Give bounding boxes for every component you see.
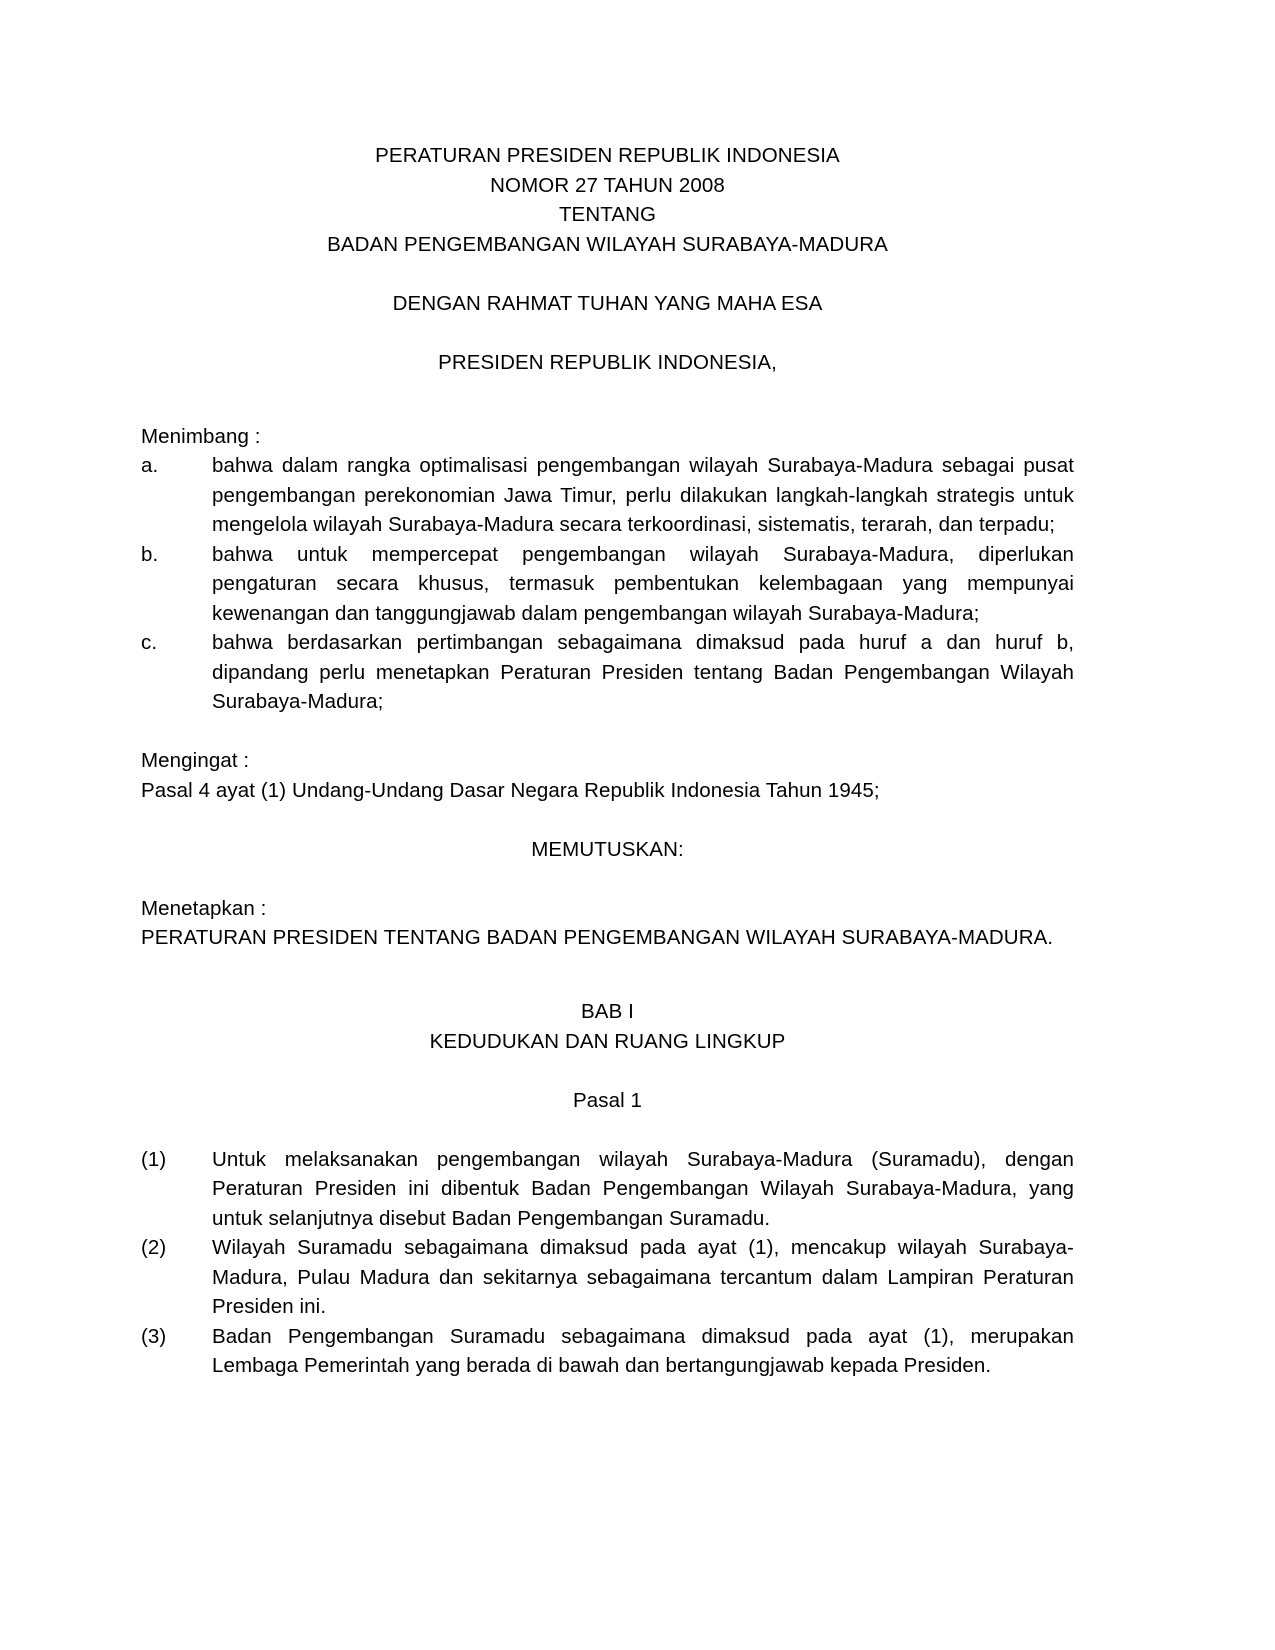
- header-line-1: PERATURAN PRESIDEN REPUBLIK INDONESIA: [375, 144, 840, 167]
- ayat-marker: (1): [141, 1147, 167, 1171]
- spacer: [141, 1115, 1074, 1145]
- menimbang-label: Menimbang :: [141, 424, 261, 448]
- spacer: [141, 318, 1074, 348]
- bab-title: KEDUDUKAN DAN RUANG LINGKUP: [429, 1029, 786, 1053]
- menimbang-item-text: bahwa dalam rangka optimalisasi pengembangan wilayah Surabaya-Madura sebagai pusat pengembangan perekonomian Jawa Timur, perlu dilakukan langkah-langkah strategis untuk mengelola wilayah Surabaya-Madura secara terkoordinasi, sistematis, terarah, dan terpadu;: [212, 454, 1074, 536]
- ayat-item-3: [141, 1322, 1074, 1381]
- ayat-marker: (3): [141, 1324, 167, 1348]
- ayat-marker: (2): [141, 1236, 167, 1259]
- mengingat-label: Mengingat :: [141, 749, 250, 772]
- ayat-item-1: [141, 1145, 1074, 1234]
- ayat-text: Untuk melaksanakan pengembangan wilayah Surabaya-Madura (Suramadu), dengan Peraturan Presiden ini dibentuk Badan Pengembangan Wilayah Surabaya-Madura, yang untuk selanjutnya disebut Badan Pengembangan Suramadu.: [212, 1147, 1074, 1230]
- menimbang-item-a: [141, 451, 1074, 540]
- menimbang-item-c: [141, 628, 1074, 717]
- issuer-line: PRESIDEN REPUBLIK INDONESIA,: [438, 350, 777, 374]
- spacer: [141, 805, 1074, 835]
- ayat-text: Badan Pengembangan Suramadu sebagaimana dimaksud pada ayat (1), merupakan Lembaga Pemerintah yang berada di bawah dan bertangungjawab kepada Presiden.: [212, 1324, 1074, 1377]
- document-body: [141, 141, 1074, 1381]
- mengingat-text: Pasal 4 ayat (1) Undang-Undang Dasar Negara Republik Indonesia Tahun 1945;: [141, 778, 880, 802]
- menimbang-item-marker: c.: [141, 631, 158, 654]
- header-line-2: NOMOR 27 TAHUN 2008: [490, 173, 725, 197]
- menetapkan-label: Menetapkan :: [141, 896, 267, 920]
- bab-number: BAB I: [581, 1000, 634, 1023]
- menimbang-item-text: bahwa berdasarkan pertimbangan sebagaimana dimaksud pada huruf a dan huruf b, dipandang perlu menetapkan Peraturan Presiden tentang Badan Pengembangan Wilayah Surabaya-Madura;: [212, 631, 1074, 713]
- menimbang-item-b: [141, 540, 1074, 629]
- spacer: [141, 407, 1074, 422]
- ayat-text: Wilayah Suramadu sebagaimana dimaksud pada ayat (1), mencakup wilayah Surabaya-Madura, Pulau Madura dan sekitarnya sebagaimana tercantum dalam Lampiran Peraturan Presiden ini.: [212, 1236, 1074, 1318]
- header-line-3: TENTANG: [558, 203, 657, 226]
- menetapkan-text: PERATURAN PRESIDEN TENTANG BADAN PENGEMBANGAN WILAYAH SURABAYA-MADURA.: [141, 926, 1054, 949]
- ayat-item-2: [141, 1233, 1074, 1322]
- spacer: [141, 982, 1074, 997]
- menimbang-item-marker: a.: [141, 454, 159, 477]
- spacer: [141, 1056, 1074, 1086]
- spacer: [141, 717, 1074, 747]
- spacer: [141, 377, 1074, 407]
- header-line-4: BADAN PENGEMBANGAN WILAYAH SURABAYA-MADURA: [327, 232, 888, 256]
- document-header: [141, 141, 1074, 259]
- memutuskan-heading: MEMUTUSKAN:: [531, 837, 684, 861]
- spacer: [141, 953, 1074, 983]
- spacer: [141, 864, 1074, 894]
- spacer: [141, 259, 1074, 289]
- invocation-line: DENGAN RAHMAT TUHAN YANG MAHA ESA: [392, 291, 823, 315]
- pasal-heading: Pasal 1: [572, 1088, 643, 1112]
- menimbang-item-text: bahwa untuk mempercepat pengembangan wilayah Surabaya-Madura, diperlukan pengaturan secara khusus, termasuk pembentukan kelembagaan yang mempunyai kewenangan dan tanggungjawab dalam pengembangan wilayah Surabaya-Madura;: [212, 542, 1074, 625]
- menimbang-item-marker: b.: [141, 542, 159, 566]
